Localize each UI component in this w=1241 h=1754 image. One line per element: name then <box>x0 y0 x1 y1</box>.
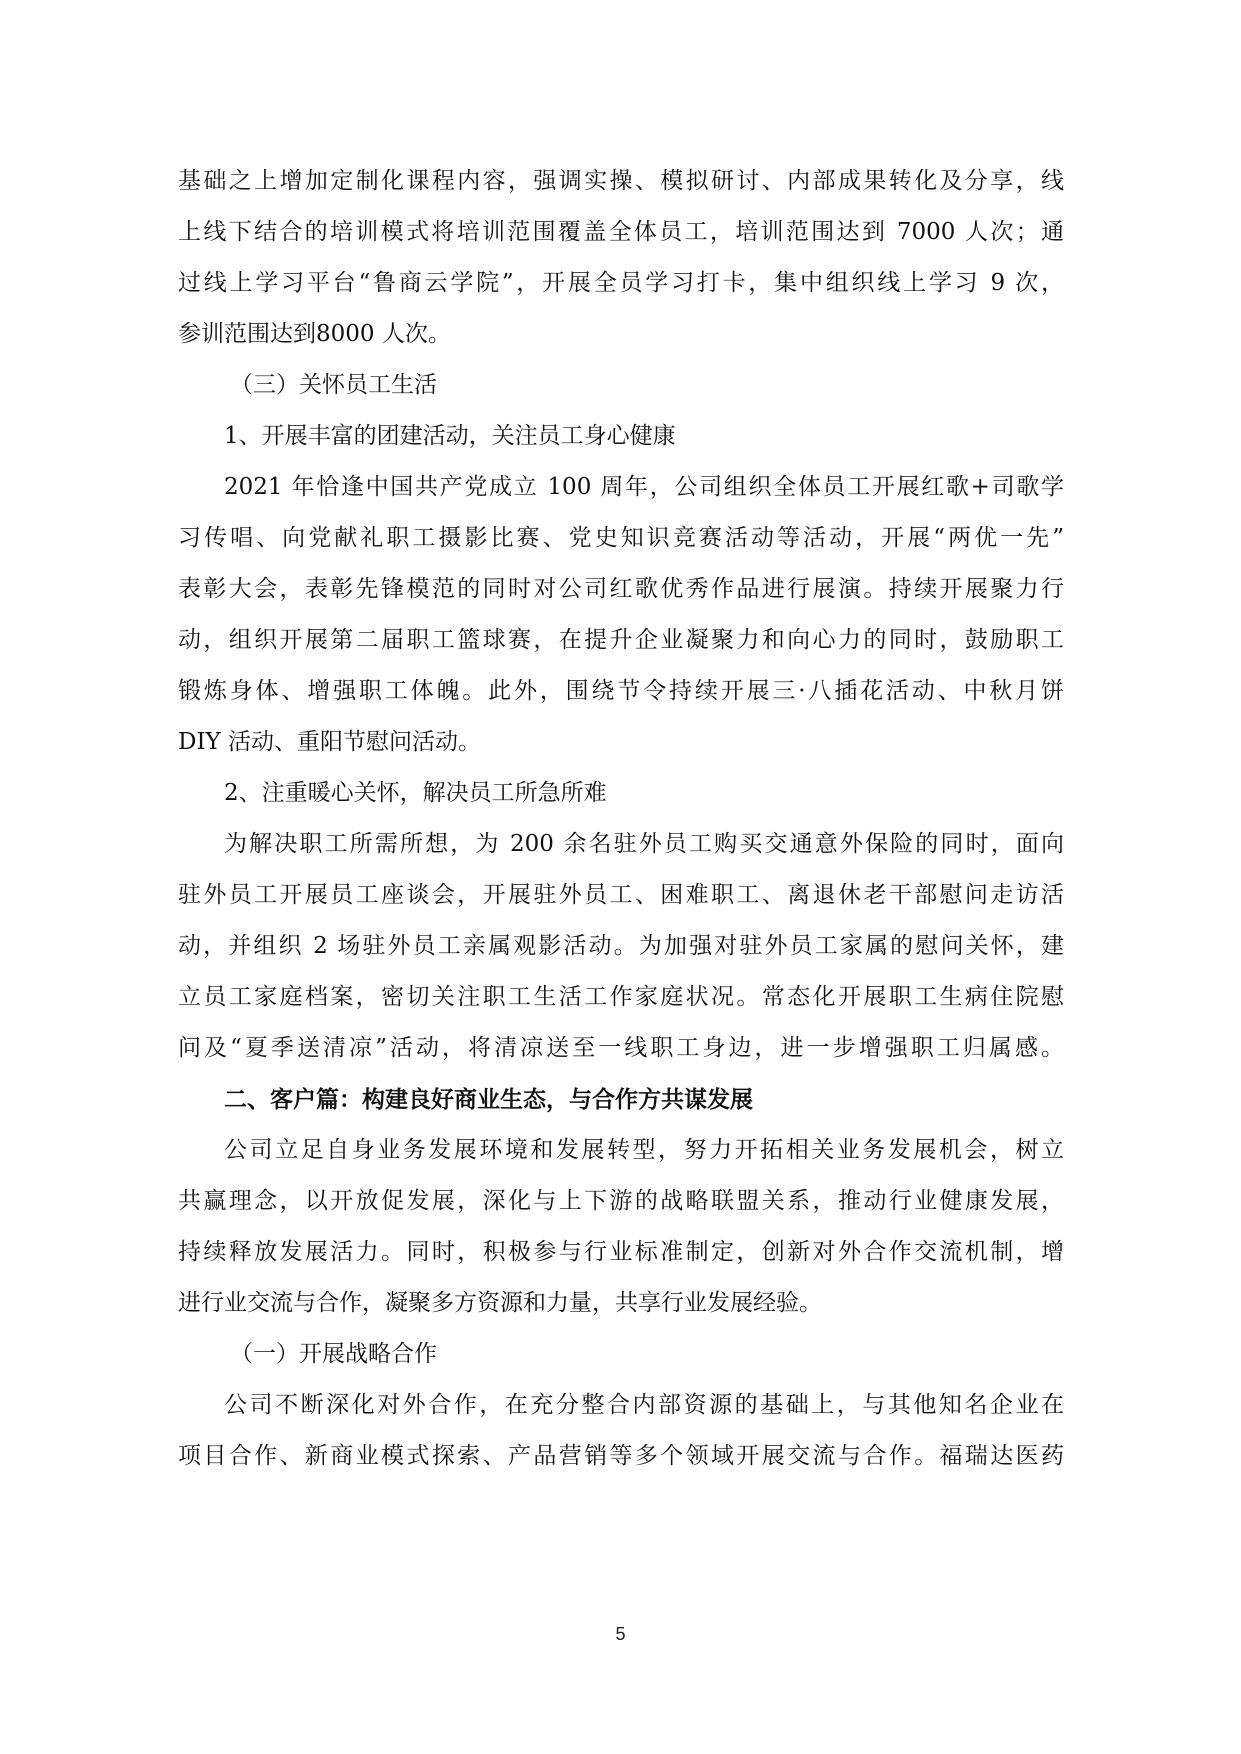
paragraph-line: 习传唱、向党献礼职工摄影比赛、党史知识竞赛活动等活动，开展“两优一先” <box>178 525 1064 551</box>
paragraph-line: 公司立足自身业务发展环境和发展转型，努力开拓相关业务发展机会，树立 <box>224 1137 1064 1163</box>
paragraph-line: 驻外员工开展员工座谈会，开展驻外员工、困难职工、离退休老干部慰问走访活 <box>178 882 1064 908</box>
paragraph-line: 为解决职工所需所想，为 200 余名驻外员工购买交通意外保险的同时，面向 <box>224 831 1064 857</box>
section-heading: （三）关怀员工生活 <box>230 372 437 398</box>
paragraph-line: 进行业交流与合作，凝聚多方资源和力量，共享行业发展经验。 <box>178 1290 822 1316</box>
section-heading: （一）开展战略合作 <box>230 1341 437 1367</box>
subsection-heading: 2、注重暖心关怀，解决员工所急所难 <box>224 780 607 806</box>
paragraph-line: 基础之上增加定制化课程内容，强调实操、模拟研讨、内部成果转化及分享，线 <box>178 168 1064 194</box>
paragraph-line: 过线上学习平台“鲁商云学院”，开展全员学习打卡，集中组织线上学习 9 次， <box>178 270 1064 296</box>
subsection-heading: 1、开展丰富的团建活动，关注员工身心健康 <box>224 423 676 449</box>
paragraph-line: 共赢理念，以开放促发展，深化与上下游的战略联盟关系，推动行业健康发展， <box>178 1188 1064 1214</box>
paragraph-line: 参训范围达到8000 人次。 <box>178 321 451 347</box>
paragraph-line: 项目合作、新商业模式探索、产品营销等多个领域开展交流与合作。福瑞达医药 <box>178 1443 1064 1469</box>
paragraph-line: 动，并组织 2 场驻外员工亲属观影活动。为加强对驻外员工家属的慰问关怀，建 <box>178 933 1064 959</box>
paragraph-line: 立员工家庭档案，密切关注职工生活工作家庭状况。常态化开展职工生病住院慰 <box>178 984 1064 1010</box>
paragraph-line: 2021 年恰逢中国共产党成立 100 周年，公司组织全体员工开展红歌+司歌学 <box>224 474 1064 500</box>
paragraph-line: 持续释放发展活力。同时，积极参与行业标准制定，创新对外合作交流机制，增 <box>178 1239 1064 1265</box>
paragraph-line: 公司不断深化对外合作，在充分整合内部资源的基础上，与其他知名企业在 <box>224 1392 1064 1418</box>
paragraph-line: DIY 活动、重阳节慰问活动。 <box>178 729 482 755</box>
chapter-heading: 二、客户篇：构建良好商业生态，与合作方共谋发展 <box>224 1086 753 1113</box>
paragraph-line: 表彰大会，表彰先锋模范的同时对公司红歌优秀作品进行展演。持续开展聚力行 <box>178 576 1064 602</box>
paragraph-line: 问及“夏季送清凉”活动，将清凉送至一线职工身边，进一步增强职工归属感。 <box>178 1035 1064 1061</box>
page-number: 5 <box>615 1624 626 1644</box>
paragraph-line: 动，组织开展第二届职工篮球赛，在提升企业凝聚力和向心力的同时，鼓励职工 <box>178 627 1064 653</box>
body-text <box>178 156 1064 1482</box>
paragraph-line: 锻炼身体、增强职工体魄。此外，围绕节令持续开展三·八插花活动、中秋月饼 <box>178 678 1064 704</box>
paragraph-line: 上线下结合的培训模式将培训范围覆盖全体员工，培训范围达到 7000 人次；通 <box>178 219 1064 245</box>
